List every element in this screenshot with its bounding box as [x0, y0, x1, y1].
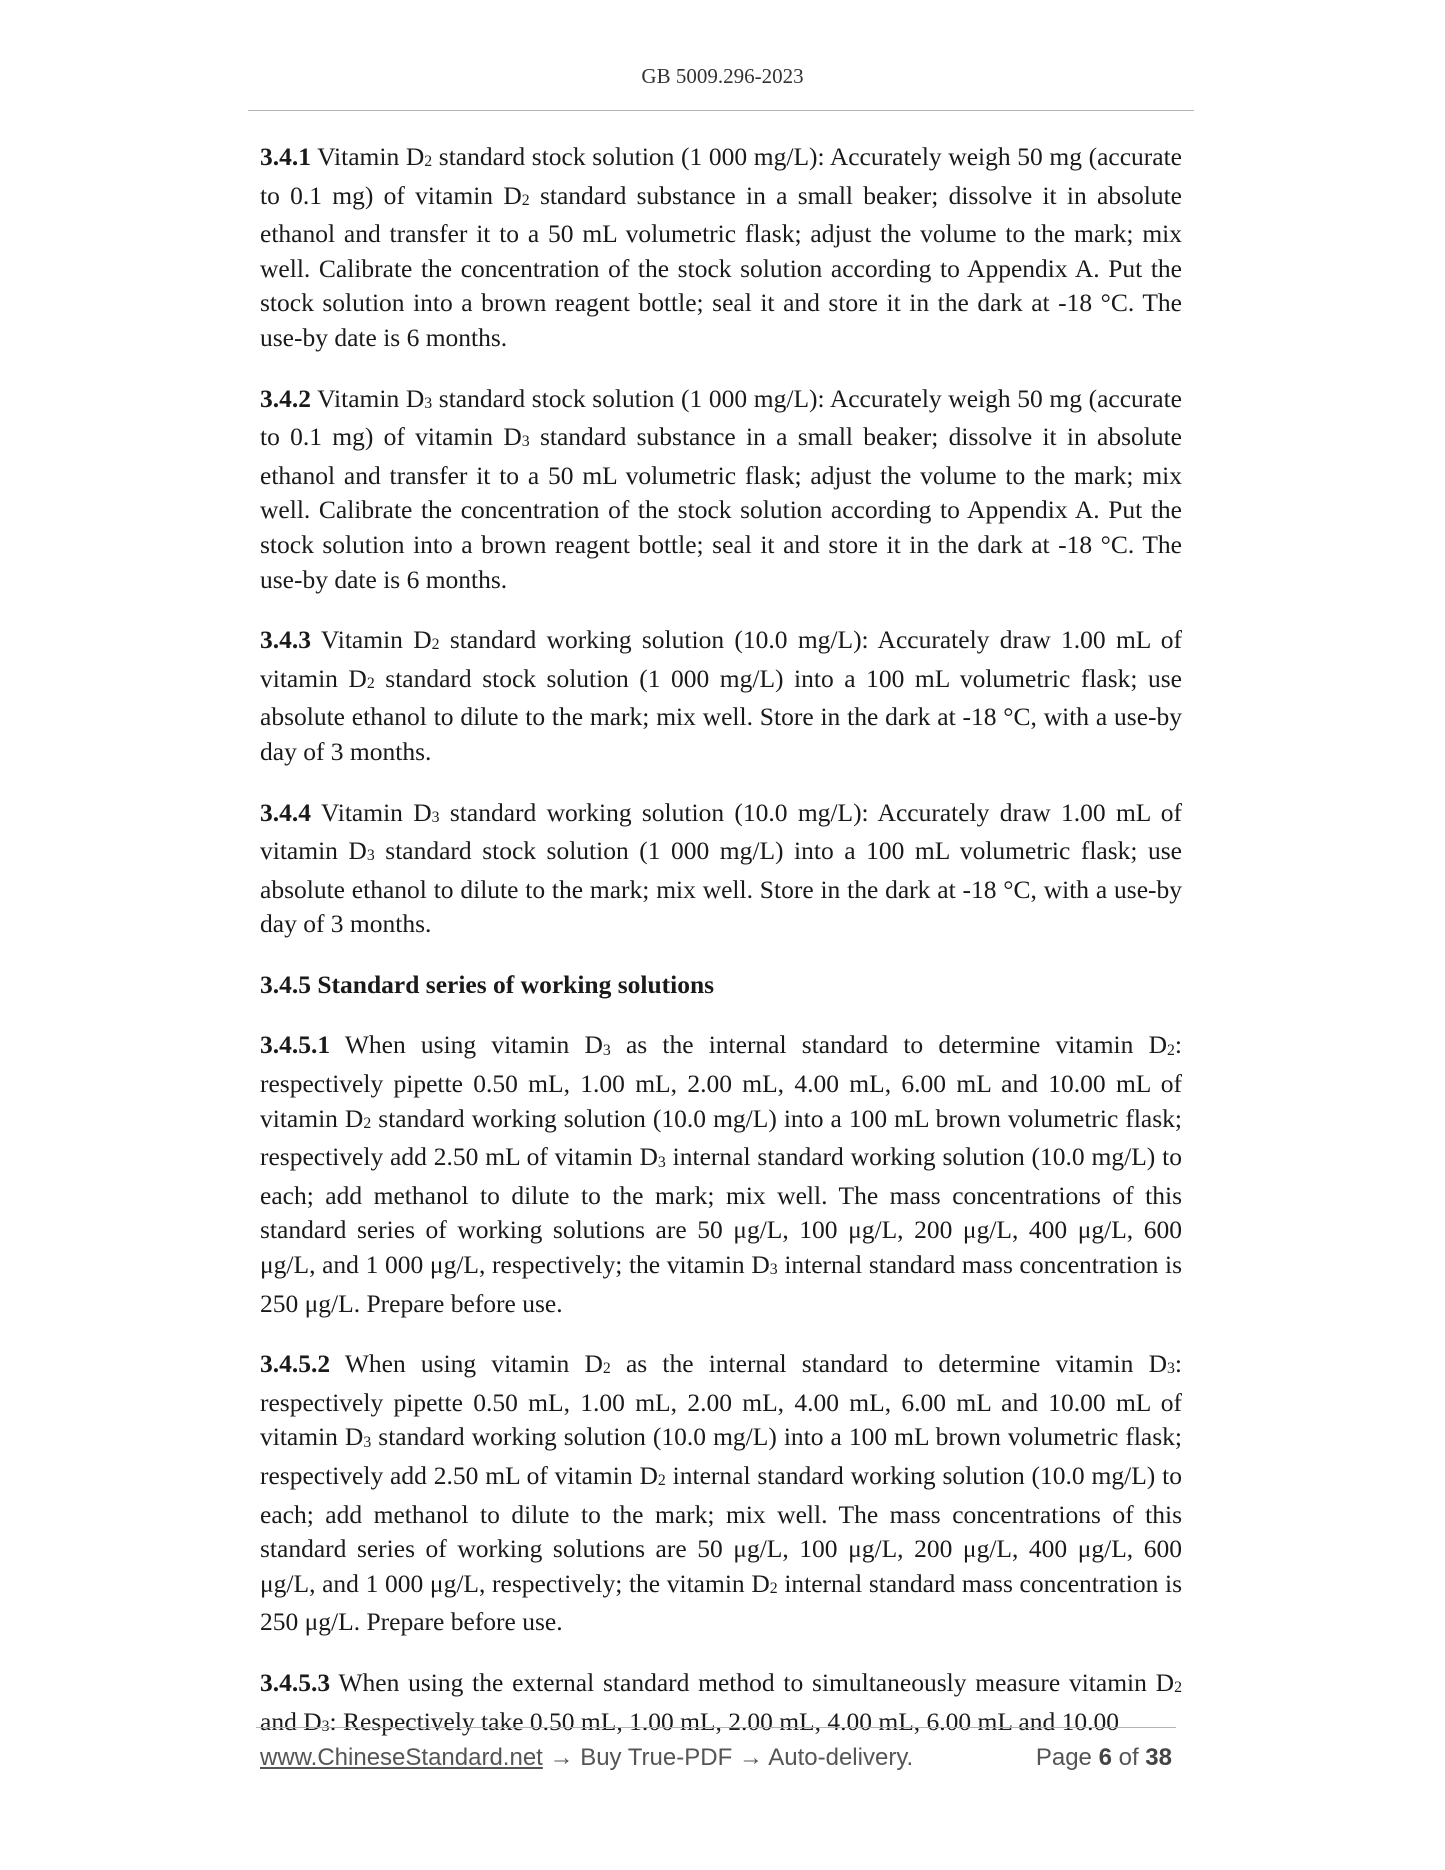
- subscript: 2: [657, 1472, 666, 1490]
- clause-text: standard working solution (10.0 mg/L): Accurately draw 1.00 mL of vitamin D: [260, 797, 1182, 866]
- clause-text: Vitamin D: [311, 383, 425, 413]
- clause-text: standard stock solution (1 000 mg/L): Accurately weigh 50 mg (accurate to 0.1 mg) of vitamin D: [260, 142, 1182, 210]
- clause-number: 3.4.4: [260, 797, 311, 827]
- clause-paragraph: [260, 1028, 1182, 1321]
- clause-text: standard working solution (10.0 mg/L) into a 100 mL brown volumetric flask; respectively add 2.50 mL of vitamin D: [260, 1103, 1183, 1172]
- subscript: 2: [602, 1360, 611, 1378]
- section-heading: 3.4.5 Standard series of working solutions: [260, 969, 715, 999]
- subscript: 3: [321, 1717, 330, 1735]
- document-body: [260, 140, 1182, 1769]
- subscript: 3: [521, 433, 530, 451]
- subscript: 3: [363, 1433, 372, 1451]
- subscript: 3: [1166, 1360, 1175, 1378]
- header-divider: [248, 110, 1194, 111]
- clause-text: When using the external standard method to simultaneously measure vitamin D: [330, 1667, 1175, 1697]
- delivery-text: Auto-delivery.: [768, 1744, 914, 1771]
- clause-paragraph: [260, 1347, 1182, 1640]
- document-header: [0, 64, 1445, 89]
- clause-text: standard stock solution (1 000 mg/L) into a 100 mL volumetric flask; use absolute ethanol to dilute to the mark; mix well. Store in the dark at -18 °C, with a use-by day of 3 months.: [260, 663, 1183, 766]
- subscript: 3: [769, 1261, 778, 1279]
- clause-number: 3.4.5.2: [260, 1349, 331, 1379]
- clause-text: internal standard mass concentration is 250 μg/L. Prepare before use.: [260, 1250, 1182, 1318]
- page-indicator: [1036, 1744, 1172, 1772]
- clause-text: Vitamin D: [311, 625, 432, 655]
- clause-paragraph: [260, 382, 1182, 598]
- footer-divider: [256, 1727, 1176, 1728]
- subscript: 2: [1174, 1679, 1182, 1697]
- clause-text: Vitamin D: [311, 797, 432, 827]
- clause-paragraph: [260, 796, 1182, 942]
- clause-text: : Respectively take 0.50 mL, 1.00 mL, 2.00 mL, 4.00 mL, 6.00 mL and 10.00: [329, 1706, 1119, 1736]
- footer-links: [260, 1744, 913, 1772]
- subscript: 2: [431, 636, 440, 654]
- clause-number: 3.4.5.1: [260, 1030, 331, 1060]
- subscript: 2: [363, 1114, 372, 1132]
- clause-text: standard stock solution (1 000 mg/L) into a 100 mL volumetric flask; use absolute ethanol to dilute to the mark; mix well. Store in the dark at -18 °C, with a use-by day of 3 months.: [260, 836, 1183, 939]
- clause-number: 3.4.5.3: [260, 1667, 331, 1697]
- buy-text: Buy True-PDF: [580, 1744, 733, 1771]
- clause-text: standard working solution (10.0 mg/L) into a 100 mL brown volumetric flask; respectively add 2.50 mL of vitamin D: [260, 1422, 1183, 1490]
- total-pages: 38: [1145, 1744, 1172, 1771]
- clause-number: 3.4.3: [260, 625, 311, 655]
- clause-text: When using vitamin D: [330, 1030, 603, 1060]
- clause-paragraph: [260, 140, 1182, 356]
- clause-text: as the internal standard to determine vitamin D: [610, 1349, 1167, 1379]
- arrow-icon: →: [549, 1744, 574, 1771]
- site-link[interactable]: www.ChineseStandard.net: [260, 1744, 543, 1771]
- page-number: 6: [1098, 1744, 1112, 1771]
- subscript: 3: [431, 808, 440, 826]
- subscript: 2: [366, 674, 375, 692]
- clause-text: When using vitamin D: [330, 1349, 603, 1379]
- document-id: GB 5009.296-2023: [641, 64, 804, 88]
- clause-text: internal standard working solution (10.0 mg/L) to each; add methanol to dilute to the mark; mix well. The mass concentrations of this standard series of working solutions are 50 μg/L, 100 μg/L, 200 μg/L, 400 μg/L, 600 μg/L, and 1 000 μg/L, respectively; the vitamin D: [260, 1142, 1182, 1280]
- clause-number: 3.4.1: [260, 142, 311, 171]
- of-label: of: [1118, 1744, 1139, 1771]
- clause-text: and D: [260, 1706, 322, 1736]
- clause-text: standard stock solution (1 000 mg/L): Accurately weigh 50 mg (accurate to 0.1 mg) of vitamin D: [260, 383, 1182, 452]
- subscript: 2: [424, 153, 433, 171]
- clause-number: 3.4.2: [260, 383, 311, 413]
- subscript: 3: [424, 394, 433, 412]
- subscript: 3: [657, 1153, 666, 1171]
- subscript: 3: [602, 1041, 611, 1059]
- page-label: Page: [1035, 1744, 1092, 1771]
- arrow-icon: →: [738, 1744, 763, 1771]
- clause-paragraph: [260, 1666, 1182, 1743]
- page-footer: [260, 1744, 1172, 1776]
- clause-text: : respectively pipette 0.50 mL, 1.00 mL, 2.00 mL, 4.00 mL, 6.00 mL and 10.00 mL of vitamin D: [260, 1030, 1182, 1133]
- subscript: 3: [366, 847, 375, 865]
- subscript: 2: [1166, 1041, 1175, 1059]
- clause-text: Vitamin D: [311, 142, 425, 171]
- subscript: 2: [521, 191, 530, 209]
- clause-text: standard working solution (10.0 mg/L): Accurately draw 1.00 mL of vitamin D: [260, 625, 1182, 693]
- clause-text: internal standard mass concentration is 250 μg/L. Prepare before use.: [260, 1568, 1182, 1637]
- clause-paragraph: [260, 623, 1182, 769]
- clause-text: : respectively pipette 0.50 mL, 1.00 mL, 2.00 mL, 4.00 mL, 6.00 mL and 10.00 mL of vitamin D: [260, 1349, 1182, 1452]
- clause-text: internal standard working solution (10.0 mg/L) to each; add methanol to dilute to the mark; mix well. The mass concentrations of this standard series of working solutions are 50 μg/L, 100 μg/L, 200 μg/L, 400 μg/L, 600 μg/L, and 1 000 μg/L, respectively; the vitamin D: [260, 1461, 1182, 1598]
- clause-text: as the internal standard to determine vitamin D: [610, 1030, 1167, 1060]
- subscript: 2: [769, 1580, 778, 1598]
- clause-text: standard substance in a small beaker; dissolve it in absolute ethanol and transfer it to a 50 mL volumetric flask; adjust the volume to the mark; mix well. Calibrate the concentration of the stock solution according to Appendix A. Put the stock solution into a brown reagent bottle; seal it and store it in the dark at -18 °C. The use-by date is 6 months.: [260, 422, 1182, 594]
- clause-text: standard substance in a small beaker; dissolve it in absolute ethanol and transfer it to a 50 mL volumetric flask; adjust the volume to the mark; mix well. Calibrate the concentration of the stock solution according to Appendix A. Put the stock solution into a brown reagent bottle; seal it and store it in the dark at -18 °C. The use-by date is 6 months.: [260, 180, 1182, 352]
